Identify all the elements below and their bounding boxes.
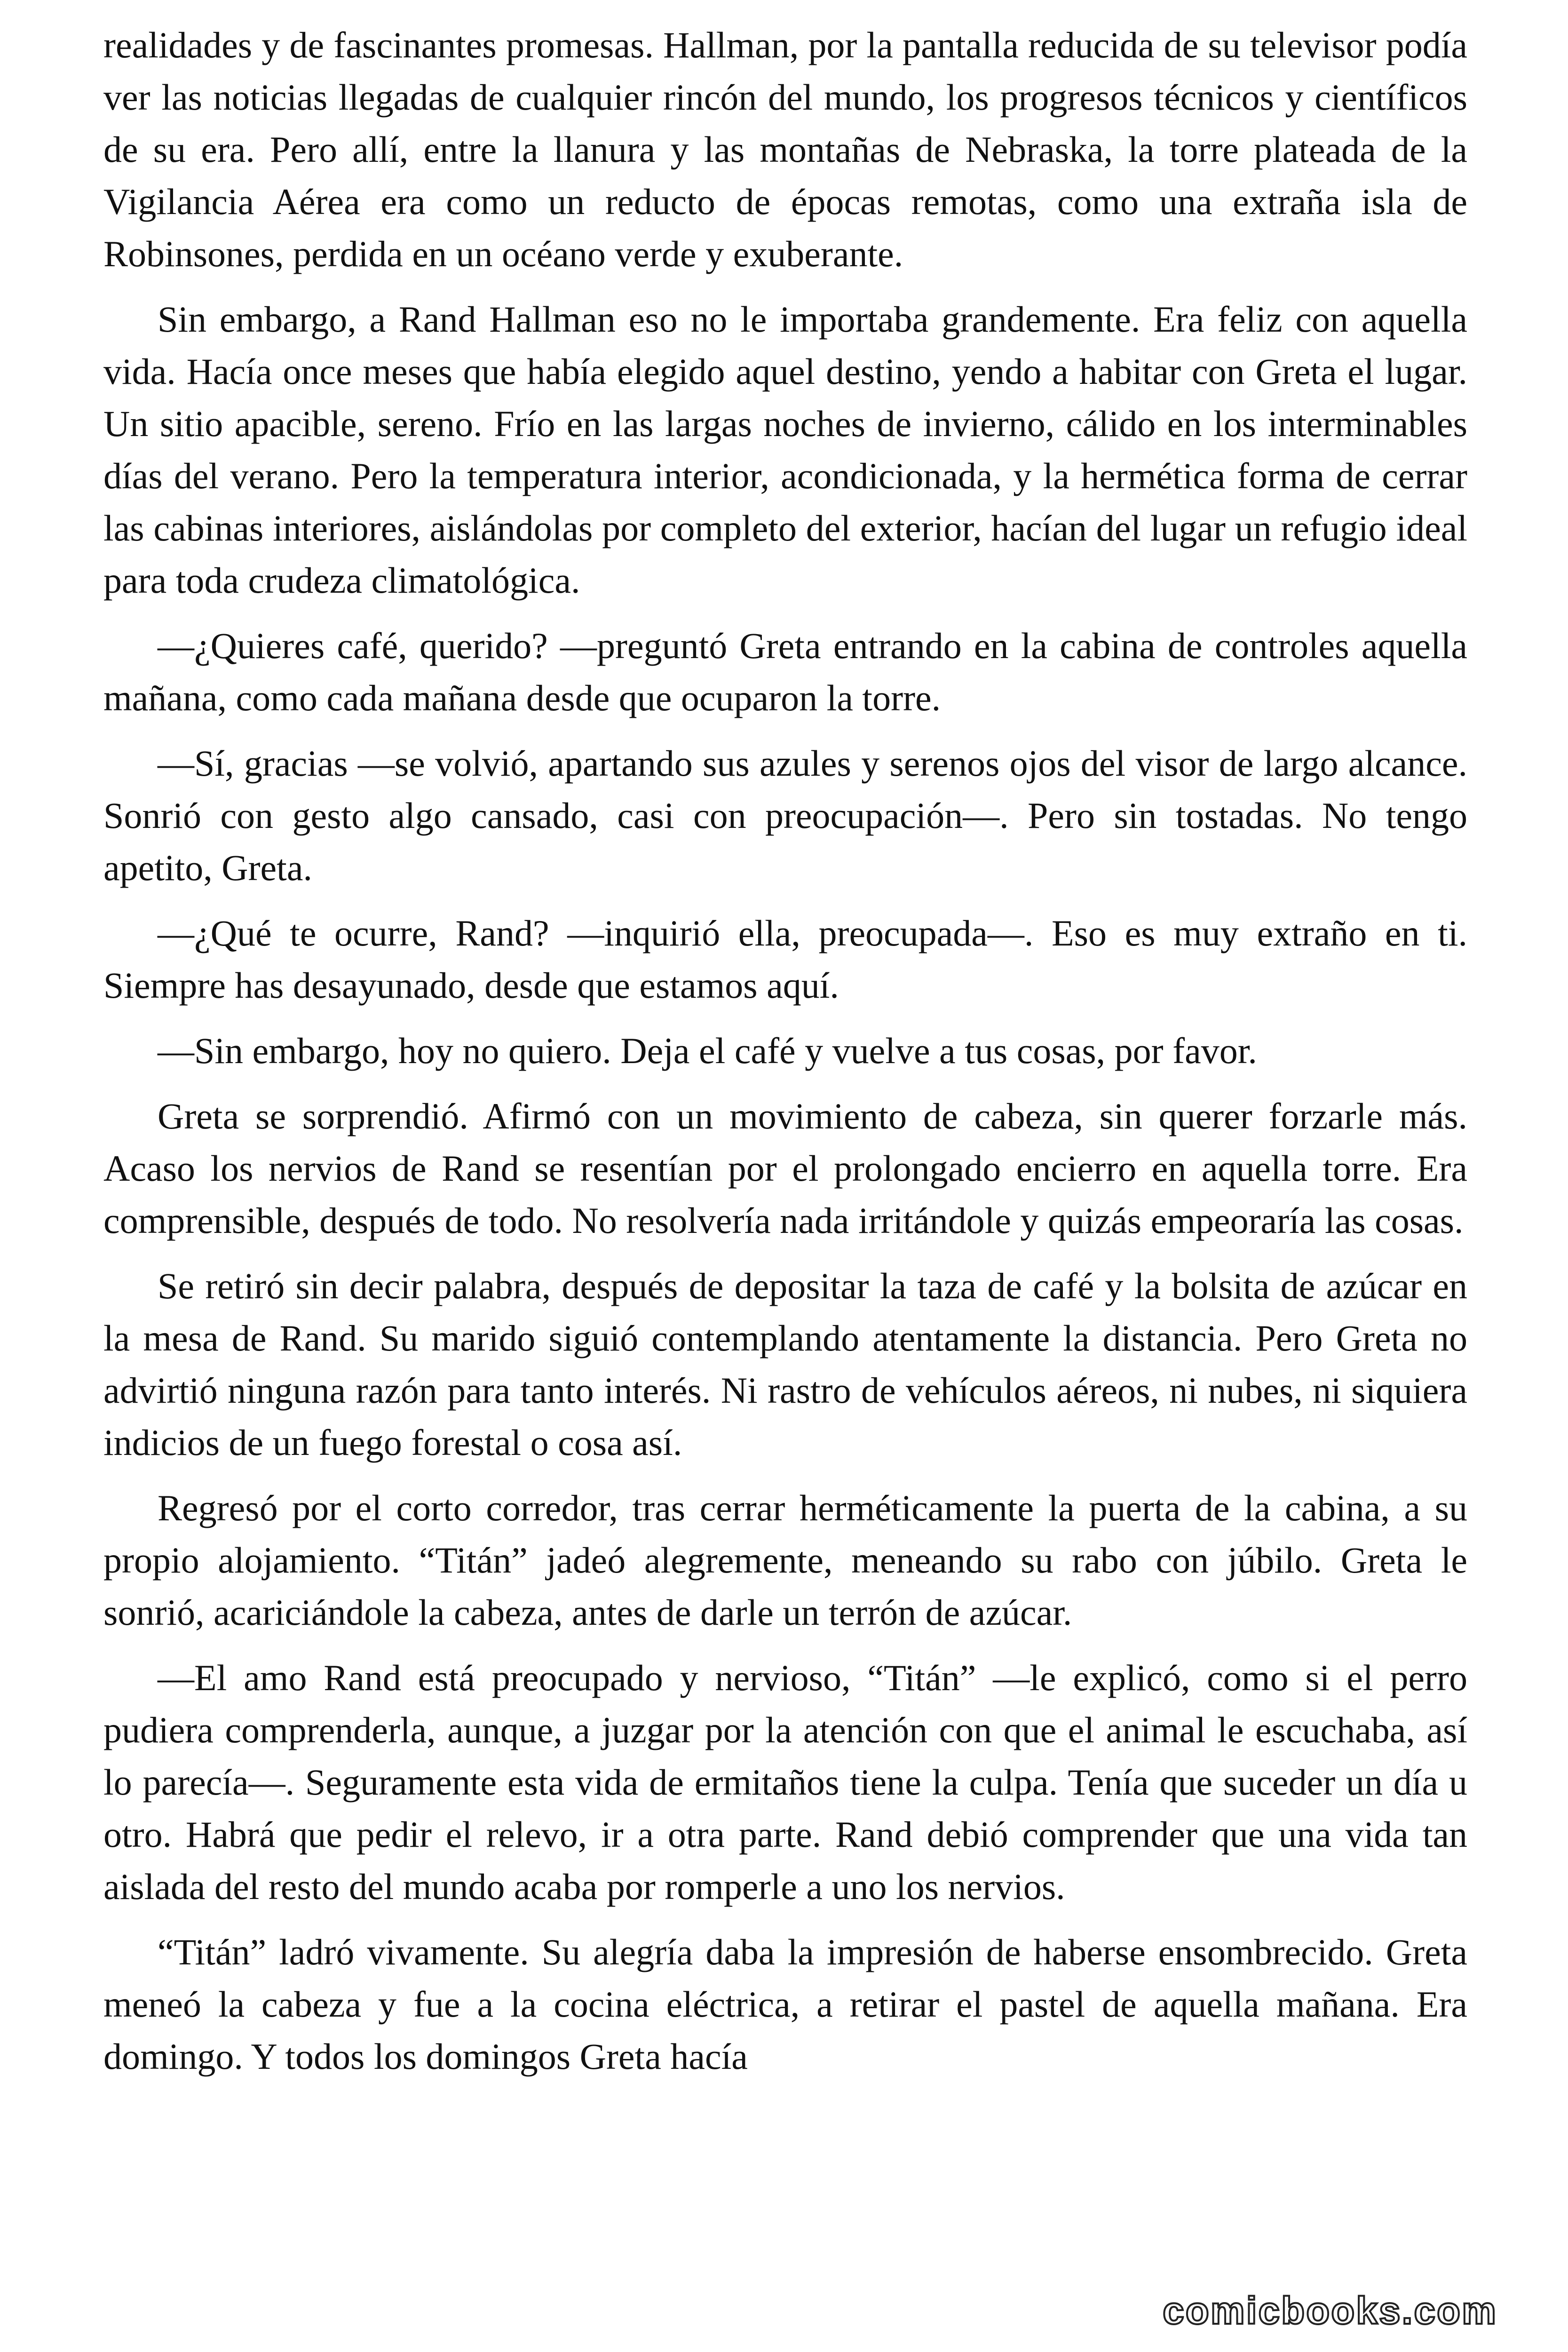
- paragraph-3: —¿Quieres café, querido? —preguntó Greta entrando en la cabina de controles aquella mañana, como cada mañana desde que ocuparon la torre.: [103, 625, 1467, 718]
- paragraph-5: —¿Qué te ocurre, Rand? —inquirió ella, preocupada—. Eso es muy extraño en ti. Siempre has desayunado, desde que estamos aquí.: [103, 913, 1467, 1006]
- paragraph-11: “Titán” ladró vivamente. Su alegría daba la impresión de haberse ensombrecido. Greta meneó la cabeza y fue a la cocina eléctrica, a retirar el pastel de aquella mañana. Era domingo. Y todos los domingos Greta hacía: [103, 1931, 1467, 2077]
- paragraph-9: Regresó por el corto corredor, tras cerrar herméticamente la puerta de la cabina, a su propio alojamiento. “Titán” jadeó alegremente, meneando su rabo con júbilo. Greta le sonrió, acariciándole la cabeza, antes de darle un terrón de azúcar.: [103, 1487, 1467, 1633]
- paragraph-1: realidades y de fascinantes promesas. Hallman, por la pantalla reducida de su televisor podía ver las noticias llegadas de cualquier rincón del mundo, los progresos técnicos y científicos de su era. Pero allí, entre la llanura y las montañas de Nebraska, la torre plateada de la Vigilancia Aérea era como un reducto de épocas remotas, como una extraña isla de Robinsones, perdida en un océano verde y exuberante.: [103, 24, 1467, 274]
- document-page: [103, 19, 1467, 2096]
- watermark-logo: comicbooks.com: [1163, 2289, 1497, 2332]
- paragraph-7: Greta se sorprendió. Afirmó con un movimiento de cabeza, sin querer forzarle más. Acaso los nervios de Rand se resentían por el prolongado encierro en aquella torre. Era comprensible, después de todo. No resolvería nada irritándole y quizás empeoraría las cosas.: [103, 1096, 1467, 1241]
- paragraph-10: —El amo Rand está preocupado y nervioso, “Titán” —le explicó, como si el perro pudiera comprenderla, aunque, a juzgar por la atención con que el animal le escuchaba, así lo parecía—. Seguramente esta vida de ermitaños tiene la culpa. Tenía que suceder un día u otro. Habrá que pedir el relevo, ir a otra parte. Rand debió comprender que una vida tan aislada del resto del mundo acaba por romperle a uno los nervios.: [103, 1657, 1467, 1907]
- paragraph-6: —Sin embargo, hoy no quiero. Deja el café y vuelve a tus cosas, por favor.: [158, 1030, 1257, 1071]
- paragraph-2: Sin embargo, a Rand Hallman eso no le importaba grandemente. Era feliz con aquella vida. Hacía once meses que había elegido aquel destino, yendo a habitar con Greta el lugar. Un sitio apacible, sereno. Frío en las largas noches de invierno, cálido en los interminables días del verano. Pero la temperatura interior, acondicionada, y la hermética forma de cerrar las cabinas interiores, aislándolas por completo del exterior, hacían del lugar un refugio ideal para toda crudeza climatológica.: [103, 299, 1467, 601]
- paragraph-8: Se retiró sin decir palabra, después de depositar la taza de café y la bolsita de azúcar en la mesa de Rand. Su marido siguió contemplando atentamente la distancia. Pero Greta no advirtió ninguna razón para tanto interés. Ni rastro de vehículos aéreos, ni nubes, ni siquiera indicios de un fuego forestal o cosa así.: [103, 1265, 1467, 1463]
- paragraph-4: —Sí, gracias —se volvió, apartando sus azules y serenos ojos del visor de largo alcance. Sonrió con gesto algo cansado, casi con preocupación—. Pero sin tostadas. No tengo apetito, Greta.: [103, 743, 1467, 888]
